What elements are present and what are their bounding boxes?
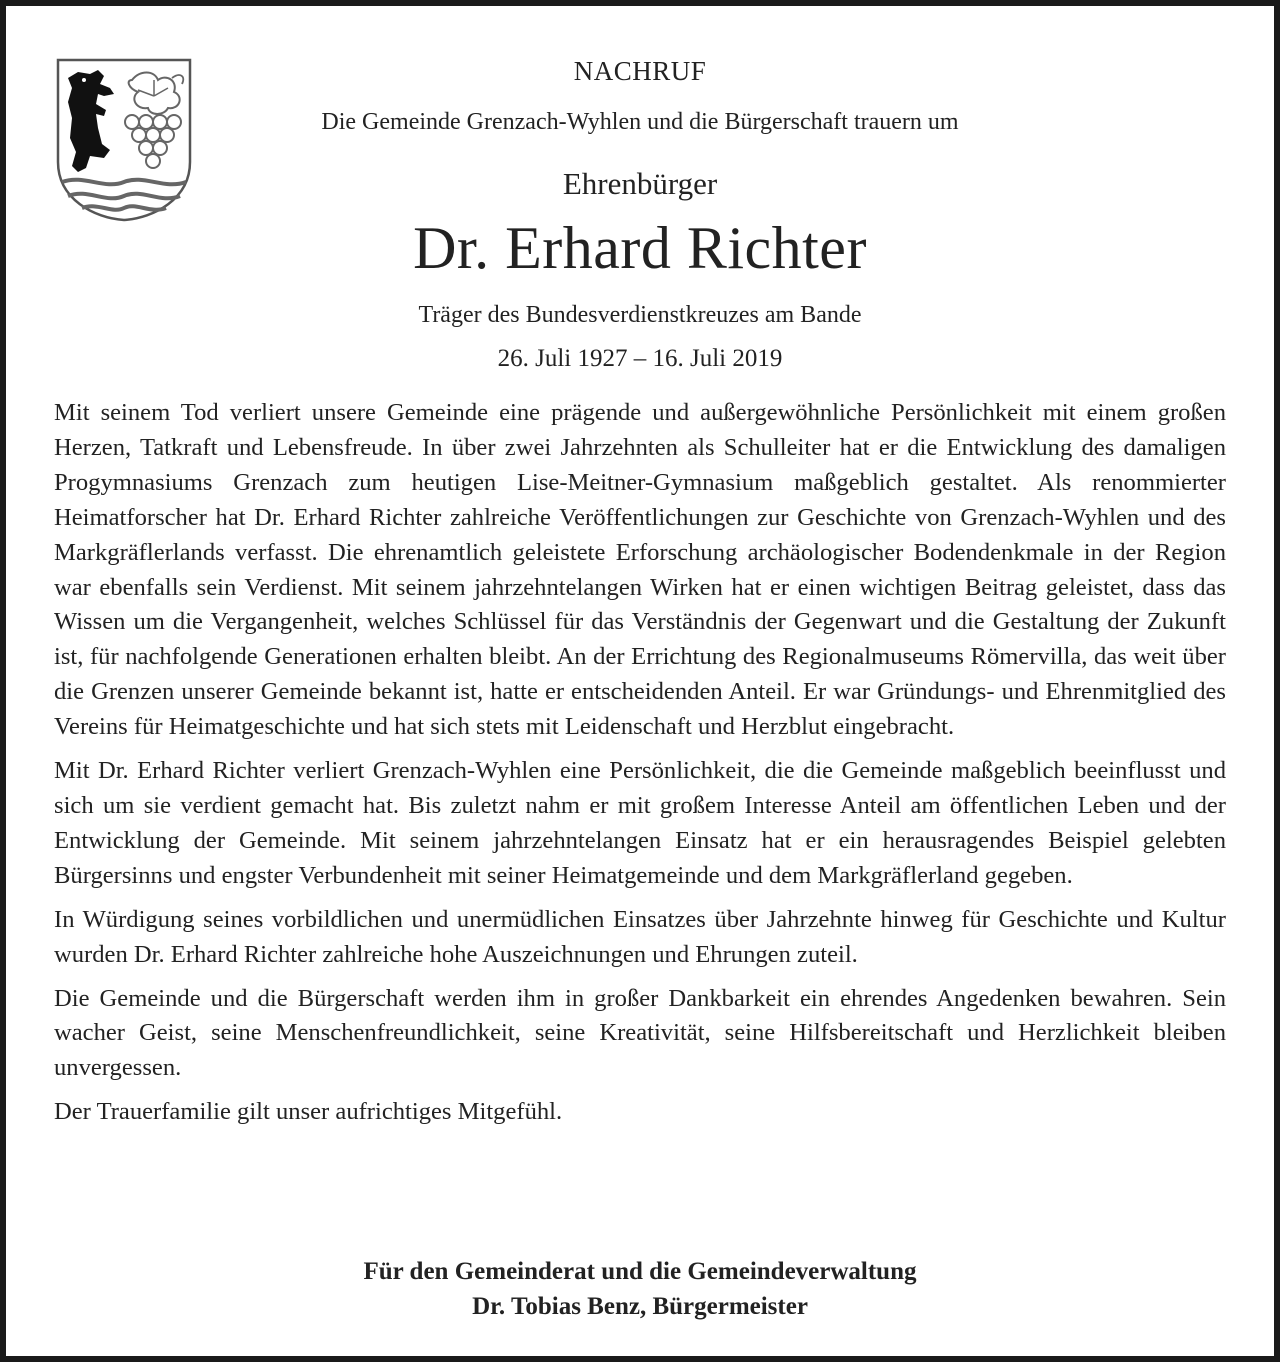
obituary-body [54,396,1226,1139]
deceased-name: Dr. Erhard Richter [413,215,867,281]
notice-intro: Die Gemeinde Grenzach-Wyhlen und die Bürgerschaft trauern um [321,109,959,135]
body-paragraph: In Würdigung seines vorbildlichen und unermüdlichen Einsatzes über Jahrzehnte hinweg für Geschichte und Kultur wurden Dr. Erhard Richter zahlreiche hohe Auszeichnungen und Ehrungen zuteil. [54,905,1226,968]
body-paragraph: Mit Dr. Erhard Richter verliert Grenzach-Wyhlen eine Persönlichkeit, die die Gemeinde maßgeblich beeinflusst und sich um sie verdient gemacht hat. Bis zuletzt nahm er mit großem Interesse Anteil am öffentlichen Leben und der Entwicklung der Gemeinde. Mit seinem jahrzehntelangen Einsatz hat er ein herausragendes Beispiel gelebten Bürgersinns und engster Verbundenheit mit seiner Heimatgemeinde und dem Markgräflerland gegeben. [54,757,1226,889]
signature-block [6,1254,1274,1324]
body-paragraph: Der Trauerfamilie gilt unser aufrichtiges Mitgefühl. [54,1098,563,1126]
notice-heading: NACHRUF [573,56,707,86]
body-paragraph: Die Gemeinde und die Bürgerschaft werden ihm in großer Dankbarkeit ein ehrendes Angedenken bewahren. Sein wacher Geist, seine Menschenfreundlichkeit, seine Kreativität, seine Hilfsbereitschaft und Herzlichkeit bleiben unvergessen. [54,984,1226,1082]
life-dates: 26. Juli 1927 – 16. Juli 2019 [497,345,783,372]
award-line: Träger des Bundesverdienstkreuzes am Bande [418,302,862,328]
signature-mayor: Dr. Tobias Benz, Bürgermeister [472,1293,808,1320]
signature-organization: Für den Gemeinderat und die Gemeindeverwaltung [363,1258,917,1285]
honorary-title: Ehrenbürger [562,166,718,201]
body-paragraph: Mit seinem Tod verliert unsere Gemeinde eine prägende und außergewöhnliche Persönlichkeit mit einem großen Herzen, Tatkraft und Lebensfreude. In über zwei Jahrzehnten als Schulleiter hat er die Entwicklung des damaligen Progymnasiums Grenzach zum heutigen Lise-Meitner-Gymnasium maßgeblich gestaltet. Als renommierter Heimatforscher hat Dr. Erhard Richter zahlreiche Veröffentlichungen zur Geschichte von Grenzach-Wyhlen und des Markgräflerlands verfasst. Die ehrenamtlich geleistete Erforschung archäologischer Bodendenkmale in der Region war ebenfalls sein Verdienst. Mit seinem jahrzehntelangen Wirken hat er einen wichtigen Beitrag geleistet, dass das Wissen um die Vergangenheit, welches Schlüssel für das Verständnis der Gegenwart und die Gestaltung der Zukunft ist, für nachfolgende Generationen erhalten bleibt. An der Errichtung des Regionalmuseums Römervilla, das weit über die Grenzen unserer Gemeinde bekannt ist, hatte er entscheidenden Anteil. Er war Gründungs- und Ehrenmitglied des Vereins für Heimatgeschichte und hat sich stets mit Leidenschaft und Herzblut eingebracht. [54,399,1226,741]
